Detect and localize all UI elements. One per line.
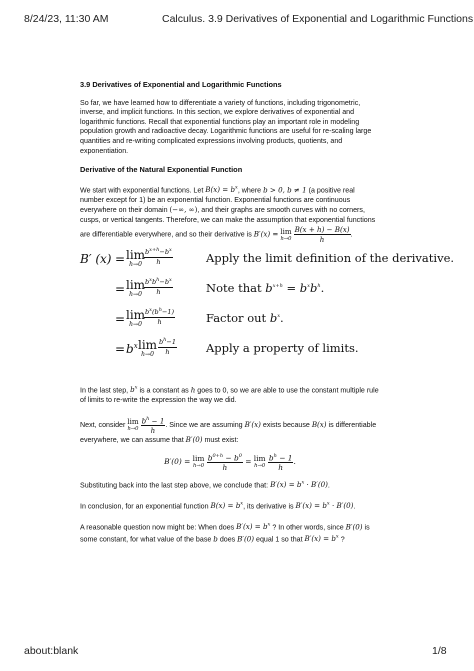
derivation-row-1 [80, 246, 455, 274]
substitution-paragraph: Substituting back into the last step above, we conclude that: $B'(x) = b^x \cdot B'(0)$. [80, 479, 330, 490]
subsection-title: Derivative of the Natural Exponential Function [80, 165, 243, 175]
derivation-explanation: Note that $b^{x+h} = b^xb^h$. [206, 281, 325, 295]
p1-text-b: , where [237, 186, 262, 195]
derivation-fraction: $\frac{b^h-1}{h}$ [159, 337, 176, 357]
print-datetime: 8/24/23, 11:30 AM [24, 13, 109, 25]
exponential-paragraph: We start with exponential functions. Let $B(x) = b^x$, where b > 0, b ≠ 1 (a positive real number except for 1) be an exponential function. Exponential functions are continuous everywhere on their domain (−∞, ∞), and their graphs are smooth curves with no corners, cusps, or vertical tangents. Therefore, we can make the assumption that exponential functions are differentiable everywhere, and so their derivative is B′(x) = lim h→0 $\frac{B(x + h) - B(x)}{h}$ . [80, 184, 376, 245]
p1-lim: lim h→0 [280, 226, 292, 242]
derivation-fraction: $\frac{b^{x+h}-b^x}{h}$ [145, 247, 172, 267]
print-page-title: Calculus. 3.9 Derivatives of Exponential and Logarithmic Functions [162, 13, 474, 25]
constant-factor: $b^x$ [126, 342, 138, 356]
print-page-number: 1/8 [432, 645, 447, 657]
p1-derivative-lhs: B′(x) = [253, 229, 279, 239]
p1-text-a: We start with exponential functions. Let [80, 186, 204, 195]
derivation-fraction: $b^xb^h-b^x$ h [145, 277, 172, 297]
derivation-lim: lim h→0 [126, 248, 146, 268]
document-body [80, 80, 380, 244]
derivation-lhs: B′ (x) [80, 252, 112, 266]
derivation-lim: lim h→0 [126, 308, 146, 328]
derivation-explanation: Apply a property of limits. [206, 341, 359, 355]
p1-derivative-fraction: $\frac{B(x + h) - B(x)}{h}$ [294, 225, 350, 245]
equals-sign: = [115, 282, 126, 296]
derivation-explanation: Apply the limit definition of the derivative. [206, 251, 455, 265]
derivation-block [80, 246, 455, 376]
p1-text-c: (a positive real number except for 1) be an exponential function. Exponential functions are continuous everywhere on their domain [80, 186, 355, 215]
derivation-fraction: $\frac{b^x(b^h-1)}{h}$ [145, 307, 175, 327]
derivation-row-3 [80, 306, 400, 334]
document-body-continued [80, 384, 380, 545]
constant-multiple-paragraph: In the last step, $b^x$ is a constant as h goes to 0, so we are able to use the constant multiple rule of limits to re-write the expression the way we did. [80, 385, 379, 404]
display-equation: B′(0) = lim h→0 $\frac{b^{0+h} - b^0}{h}$ = lim h→0 $\frac{b^h - 1}{h}$ . [164, 452, 296, 472]
section-title: 3.9 Derivatives of Exponential and Logarithmic Functions [80, 80, 282, 89]
p1-text-d: , and their graphs are smooth curves with no corners, cusps, or vertical tangents. Therefore, we can make the assumption that exponential functions are differentiable everywhere, and so their derivative is [80, 206, 376, 239]
derivation-lim: lim h→0 [126, 278, 146, 298]
intro-paragraph: So far, we have learned how to differentiate a variety of functions, including trigonometric, inverse, and implicit functions. In this section, we explore derivatives of exponential and logarithmic functions. Recall that exponential functions play an important role in modeling population growth and radioactive decay. Logarithmic functions are useful for re-scaling large quantities and re-writing complicated expressions involving products, quotients, and exponentiation. [80, 98, 372, 155]
consider-paragraph: Next, consider lim h→0 $\frac{b^h - 1}{h}$ . Since we are assuming B′(x) exists because B(x) is differentiable everywhere, we can assume that B′(0) must exist: [80, 415, 377, 444]
print-url: about:blank [24, 645, 79, 657]
derivation-explanation: Factor out $b^x$. [206, 311, 284, 325]
p1-domain: (−∞, ∞) [169, 205, 198, 215]
equals-sign: = [115, 312, 126, 326]
derivation-row-2 [80, 276, 400, 304]
derivation-row-4 [80, 336, 400, 364]
question-paragraph: A reasonable question now might be: When does $B'(x) = b^x$ ? In other words, since B′(0) is some constant, for what value of the base b does B′(0) equal 1 so that $B'(x) = b^x$ ? [80, 521, 370, 544]
equals-sign: = [115, 342, 126, 356]
derivation-lim: lim h→0 [138, 338, 158, 358]
conclusion-paragraph: In conclusion, for an exponential function $B(x) = b^x$, its derivative is $B'(x) = b^x \cdot B'(0)$. [80, 500, 356, 511]
equals-sign: = [115, 252, 126, 266]
p1-definition: $B(x) = b^x$ [205, 184, 238, 195]
p1-condition: b > 0, b ≠ 1 [263, 185, 307, 195]
